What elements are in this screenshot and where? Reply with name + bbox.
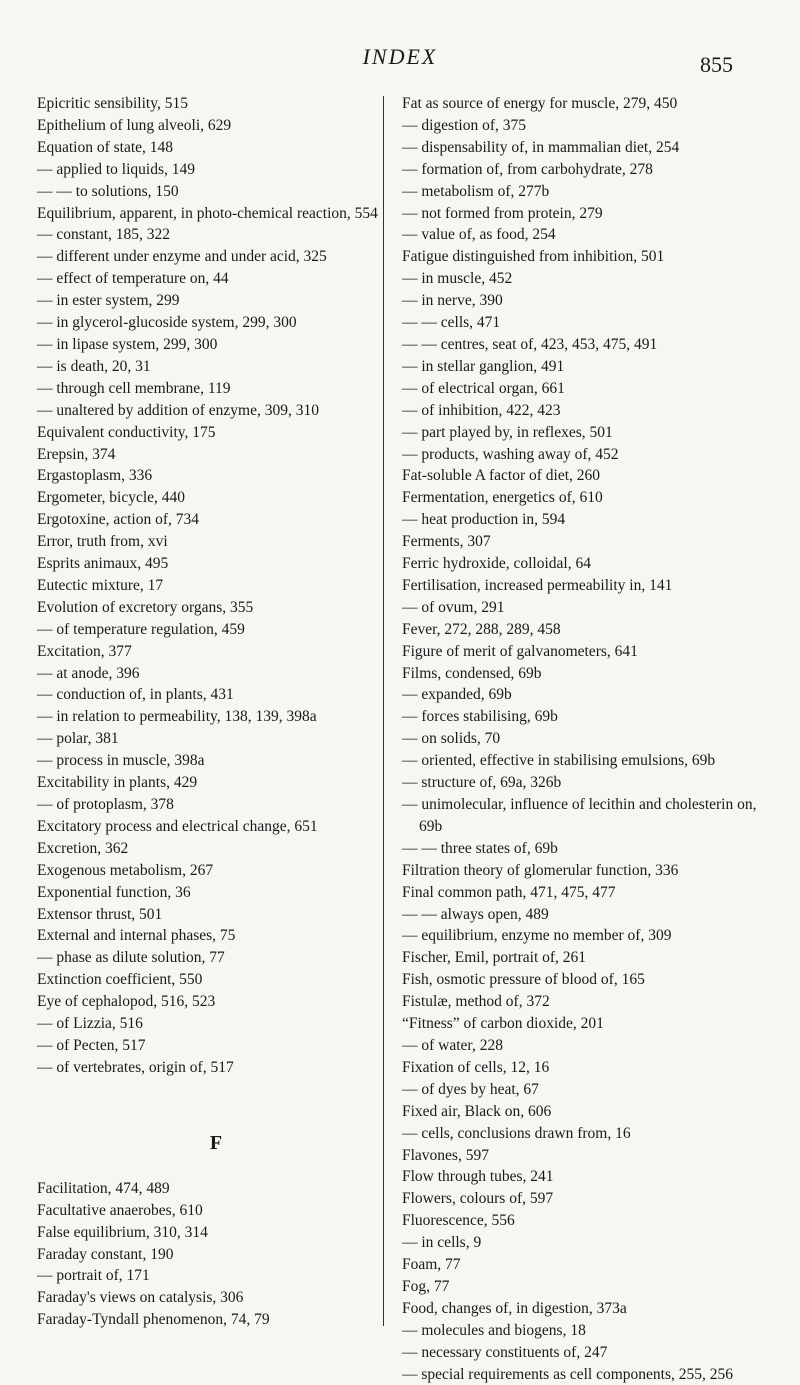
index-entry: Eye of cephalopod, 516, 523 xyxy=(37,993,216,1011)
index-entry: Fat as source of energy for muscle, 279, 450 xyxy=(402,95,678,112)
index-entry: — forces stabilising, 69b xyxy=(402,708,558,726)
index-entry: — of temperature regulation, 459 xyxy=(37,620,245,638)
index-entry: — of Lizzia, 516 xyxy=(37,1015,143,1033)
index-entry: — products, washing away of, 452 xyxy=(402,445,619,463)
index-entry: Foam, 77 xyxy=(402,1256,461,1274)
index-entry: — conduction of, in plants, 431 xyxy=(37,686,234,704)
index-entry: “Fitness” of carbon dioxide, 201 xyxy=(402,1015,604,1033)
index-entry: Extensor thrust, 501 xyxy=(37,905,163,923)
index-entry: Fixed air, Black on, 606 xyxy=(402,1102,552,1120)
index-entry: — part played by, in reflexes, 501 xyxy=(402,423,613,441)
index-entry: — in lipase system, 299, 300 xyxy=(37,335,218,353)
index-entry: — special requirements as cell components, 255, 256 xyxy=(402,1365,734,1383)
index-entry: — in muscle, 452 xyxy=(402,270,513,288)
index-entry: External and internal phases, 75 xyxy=(37,927,236,945)
index-entry: Fat-soluble A factor of diet, 260 xyxy=(402,467,601,485)
index-entry: Facilitation, 474, 489 xyxy=(37,1179,170,1197)
index-entry: — on solids, 70 xyxy=(402,730,501,748)
right-column xyxy=(402,93,772,1385)
index-entry: Epicritic sensibility, 515 xyxy=(37,95,188,112)
index-entry: — of electrical organ, 661 xyxy=(402,379,565,397)
index-entry: — phase as dilute solution, 77 xyxy=(37,949,225,967)
index-entry: — in glycerol-glucoside system, 299, 300 xyxy=(37,314,297,332)
index-entry: Ergometer, bicycle, 440 xyxy=(37,489,186,507)
index-entry: — effect of temperature on, 44 xyxy=(37,270,229,288)
index-entry: Excitation, 377 xyxy=(37,642,132,660)
index-entry: Faraday constant, 190 xyxy=(37,1245,174,1263)
index-entry: — heat production in, 594 xyxy=(402,511,566,529)
index-entries-e xyxy=(37,93,395,1079)
index-entry: — through cell membrane, 119 xyxy=(37,379,231,397)
index-entry: Faraday-Tyndall phenomenon, 74, 79 xyxy=(37,1311,270,1329)
index-entry: Ferments, 307 xyxy=(402,533,491,551)
index-entry: Excitability in plants, 429 xyxy=(37,774,198,792)
index-entries-f xyxy=(37,1178,395,1331)
left-column xyxy=(37,93,395,1331)
index-entries-right xyxy=(402,93,772,1385)
index-entry: Equilibrium, apparent, in photo-chemical reaction, 554 xyxy=(37,204,378,222)
index-entry: — in ester system, 299 xyxy=(37,292,180,310)
index-entry: — unaltered by addition of enzyme, 309, 310 xyxy=(37,401,319,419)
index-entry: Flowers, colours of, 597 xyxy=(402,1190,554,1208)
index-entry: — of water, 228 xyxy=(402,1036,503,1054)
index-entry: Flavones, 597 xyxy=(402,1146,489,1164)
index-entry: — in cells, 9 xyxy=(402,1234,482,1252)
column-divider xyxy=(383,96,384,1326)
index-entry: Exponential function, 36 xyxy=(37,883,191,901)
index-entry: — different under enzyme and under acid, 325 xyxy=(37,248,327,266)
section-letter-heading: F xyxy=(209,1131,223,1154)
page-header xyxy=(0,0,800,90)
index-entry: Excretion, 362 xyxy=(37,839,129,857)
index-entry: — portrait of, 171 xyxy=(37,1267,150,1285)
index-entry: Facultative anaerobes, 610 xyxy=(37,1201,203,1219)
index-entry: — applied to liquids, 149 xyxy=(37,160,196,178)
index-entry: Evolution of excretory organs, 355 xyxy=(37,598,254,616)
index-entry: Eutectic mixture, 17 xyxy=(37,576,164,594)
index-entry: — unimolecular, influence of lecithin and cholesterin on, 69b xyxy=(402,796,757,835)
index-entry: — in nerve, 390 xyxy=(402,292,503,310)
index-entry: — of inhibition, 422, 423 xyxy=(402,401,561,419)
index-entry: — of Pecten, 517 xyxy=(37,1036,146,1054)
index-entry: — of ovum, 291 xyxy=(402,598,505,616)
index-entry: Flow through tubes, 241 xyxy=(402,1168,554,1186)
index-entry: — — to solutions, 150 xyxy=(37,182,179,200)
index-entry: Figure of merit of galvanometers, 641 xyxy=(402,642,638,660)
index-entry: — constant, 185, 322 xyxy=(37,226,171,244)
index-entry: — of dyes by heat, 67 xyxy=(402,1080,539,1098)
index-entry: Fistulæ, method of, 372 xyxy=(402,993,550,1011)
index-entry: Fever, 272, 288, 289, 458 xyxy=(402,620,561,638)
index-entry: Exogenous metabolism, 267 xyxy=(37,861,214,879)
index-entry: — dispensability of, in mammalian diet, 254 xyxy=(402,138,680,156)
index-entry: — — always open, 489 xyxy=(402,905,549,923)
index-entry: — structure of, 69a, 326b xyxy=(402,774,562,792)
index-entry: — — cells, 471 xyxy=(402,314,501,332)
index-entry: — — centres, seat of, 423, 453, 475, 491 xyxy=(402,335,658,353)
index-entry: Fluorescence, 556 xyxy=(402,1212,515,1230)
index-entry: Epithelium of lung alveoli, 629 xyxy=(37,116,232,134)
index-entry: Food, changes of, in digestion, 373a xyxy=(402,1299,627,1317)
index-entry: — in stellar ganglion, 491 xyxy=(402,357,565,375)
index-entry: — formation of, from carbohydrate, 278 xyxy=(402,160,653,178)
index-entry: Fatigue distinguished from inhibition, 501 xyxy=(402,248,665,266)
index-entry: Fischer, Emil, portrait of, 261 xyxy=(402,949,587,967)
index-entry: — molecules and biogens, 18 xyxy=(402,1321,586,1339)
index-entry: Extinction coefficient, 550 xyxy=(37,971,203,989)
index-entry: — necessary constituents of, 247 xyxy=(402,1343,608,1361)
index-entry: — process in muscle, 398a xyxy=(37,752,205,770)
page-number: 855 xyxy=(700,52,733,77)
index-entry: — oriented, effective in stabilising emulsions, 69b xyxy=(402,752,716,770)
index-entry: — equilibrium, enzyme no member of, 309 xyxy=(402,927,672,945)
index-entry: Equation of state, 148 xyxy=(37,138,174,156)
index-entry: Esprits animaux, 495 xyxy=(37,555,169,573)
index-entry: — expanded, 69b xyxy=(402,686,512,704)
index-entry: — cells, conclusions drawn from, 16 xyxy=(402,1124,631,1142)
index-entry: Ergotoxine, action of, 734 xyxy=(37,511,200,529)
index-entry: Excitatory process and electrical change, 651 xyxy=(37,817,318,835)
index-entry: — digestion of, 375 xyxy=(402,116,526,134)
index-entry: — of vertebrates, origin of, 517 xyxy=(37,1058,234,1076)
index-entry: Filtration theory of glomerular function, 336 xyxy=(402,861,679,879)
index-entry: — — three states of, 69b xyxy=(402,839,558,857)
index-entry: Final common path, 471, 475, 477 xyxy=(402,883,616,901)
index-entry: — of protoplasm, 378 xyxy=(37,796,174,813)
index-entry: Fertilisation, increased permeability in, 141 xyxy=(402,576,673,594)
index-entry: Fog, 77 xyxy=(402,1277,450,1295)
index-entry: False equilibrium, 310, 314 xyxy=(37,1223,208,1241)
index-entry: Ergastoplasm, 336 xyxy=(37,467,153,485)
index-entry: Ferric hydroxide, colloidal, 64 xyxy=(402,555,591,573)
index-entry: Faraday's views on catalysis, 306 xyxy=(37,1289,244,1307)
index-entry: Error, truth from, xvi xyxy=(37,533,168,551)
index-entry: Equivalent conductivity, 175 xyxy=(37,423,216,441)
index-entry: — is death, 20, 31 xyxy=(37,357,151,375)
index-entry: — value of, as food, 254 xyxy=(402,226,556,244)
index-entry: Erepsin, 374 xyxy=(37,445,116,463)
index-entry: — polar, 381 xyxy=(37,730,119,748)
index-entry: Fixation of cells, 12, 16 xyxy=(402,1058,550,1076)
index-entry: — in relation to permeability, 138, 139, 398a xyxy=(37,708,317,726)
index-entry: — not formed from protein, 279 xyxy=(402,204,603,222)
index-entry: Films, condensed, 69b xyxy=(402,664,542,682)
index-entry: — metabolism of, 277b xyxy=(402,182,550,200)
running-head: INDEX xyxy=(362,44,438,69)
index-entry: Fermentation, energetics of, 610 xyxy=(402,489,603,507)
index-entry: Fish, osmotic pressure of blood of, 165 xyxy=(402,971,645,989)
index-entry: — at anode, 396 xyxy=(37,664,140,682)
